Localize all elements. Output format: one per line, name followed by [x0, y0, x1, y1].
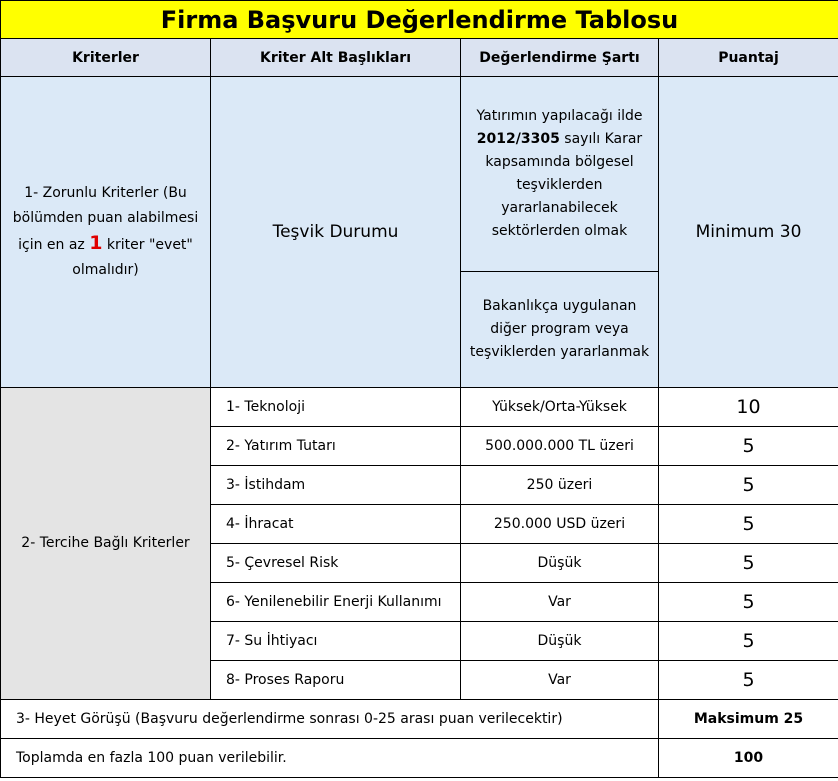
header-score: Puantaj — [659, 39, 838, 77]
header-sub-criteria: Kriter Alt Başlıkları — [211, 39, 461, 77]
total-score: 100 — [659, 739, 838, 778]
mandatory-criteria-text-end: kriter "evet" olmalıdır) — [72, 237, 193, 278]
table-row — [1, 388, 838, 427]
condition: Var — [461, 583, 659, 622]
score: 5 — [659, 505, 838, 544]
sub-criterion: 1- Teknoloji — [211, 388, 461, 427]
sub-criterion: 8- Proses Raporu — [211, 661, 461, 700]
incentive-condition-2: Bakanlıkça uygulanan diğer program veya teşviklerden yararlanmak — [461, 272, 659, 388]
total-text: Toplamda en fazla 100 puan verilebilir. — [1, 739, 659, 778]
sub-criterion: 6- Yenilenebilir Enerji Kullanımı — [211, 583, 461, 622]
mandatory-criteria-number: 1 — [89, 232, 103, 254]
score: 5 — [659, 544, 838, 583]
mandatory-criteria-text: 1- Zorunlu Kriterler (Bu bölümden puan alabilmesi için en az — [12, 185, 199, 253]
condition: 500.000.000 TL üzeri — [461, 427, 659, 466]
mandatory-criteria-cell — [1, 77, 211, 388]
condition: Yüksek/Orta-Yüksek — [461, 388, 659, 427]
header-criteria: Kriterler — [1, 39, 211, 77]
condition: Düşük — [461, 622, 659, 661]
sub-criterion: 5- Çevresel Risk — [211, 544, 461, 583]
mandatory-score: Minimum 30 — [659, 77, 838, 388]
optional-criteria-cell: 2- Tercihe Bağlı Kriterler — [1, 388, 211, 700]
score: 5 — [659, 427, 838, 466]
condition: 250 üzeri — [461, 466, 659, 505]
committee-opinion-score: Maksimum 25 — [659, 700, 838, 739]
page-title: Firma Başvuru Değerlendirme Tablosu — [1, 1, 838, 39]
header-condition: Değerlendirme Şartı — [461, 39, 659, 77]
score: 5 — [659, 622, 838, 661]
committee-opinion-text: 3- Heyet Görüşü (Başvuru değerlendirme sonrası 0-25 arası puan verilecektir) — [1, 700, 659, 739]
sub-criterion: 7- Su İhtiyacı — [211, 622, 461, 661]
decree-number: 2012/3305 — [476, 131, 560, 147]
score: 5 — [659, 661, 838, 700]
sub-criterion: 3- İstihdam — [211, 466, 461, 505]
sub-criterion: 4- İhracat — [211, 505, 461, 544]
incentive-condition-1: Yatırımın yapılacağı ilde 2012/3305 sayılı Karar kapsamında bölgesel teşviklerden yararlanabilecek sektörlerden olmak — [461, 77, 659, 272]
condition: 250.000 USD üzeri — [461, 505, 659, 544]
sub-criterion: 2- Yatırım Tutarı — [211, 427, 461, 466]
score: 5 — [659, 583, 838, 622]
condition: Düşük — [461, 544, 659, 583]
incentive-status-cell: Teşvik Durumu — [211, 77, 461, 388]
condition: Var — [461, 661, 659, 700]
score: 5 — [659, 466, 838, 505]
score: 10 — [659, 388, 838, 427]
